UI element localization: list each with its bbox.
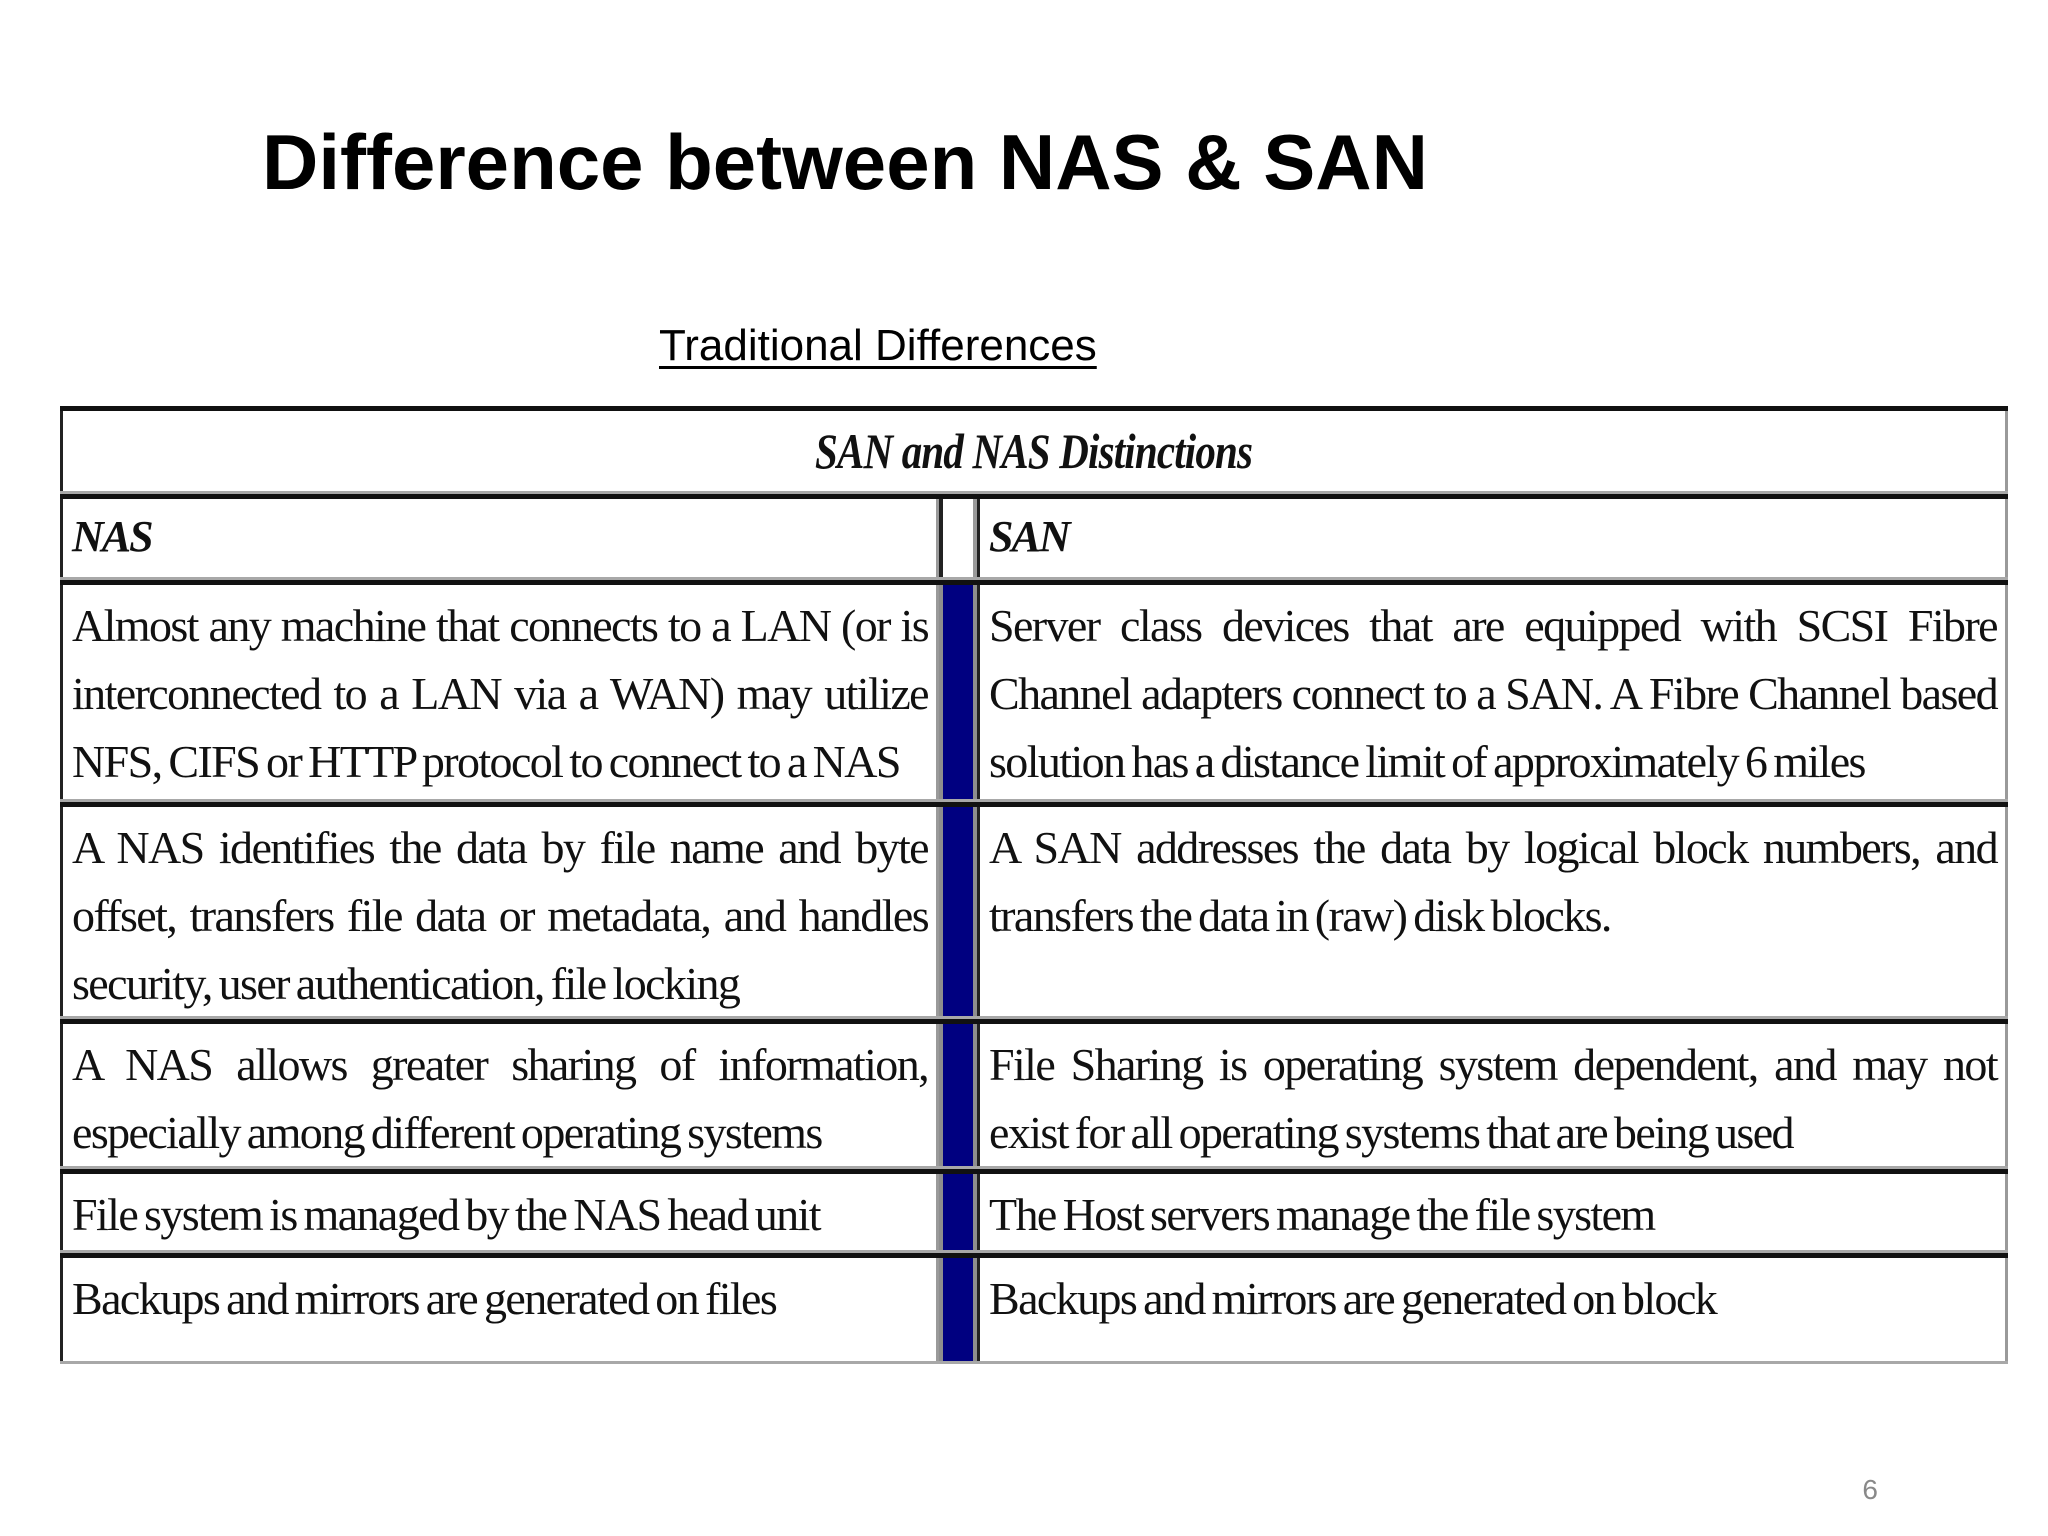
nas-text: A NAS identifies the data by file name and byte offset, transfers file data or metadata, and handles security, user authentication, file locking: [72, 822, 928, 1009]
san-text: File Sharing is operating system dependent, and may not exist for all operating systems that are being used: [989, 1039, 1997, 1158]
table-row: [60, 1169, 2008, 1253]
table-caption: SAN and NAS Distinctions: [815, 423, 1253, 479]
nas-text: A NAS allows greater sharing of information, especially among different operating systems: [72, 1039, 928, 1158]
san-text: Backups and mirrors are generated on block: [989, 1273, 1717, 1324]
nas-cell: [60, 1024, 939, 1166]
san-cell: [977, 1024, 2008, 1166]
table-row: [60, 1019, 2008, 1169]
row-gutter: [939, 1174, 977, 1250]
row-gutter: [939, 1024, 977, 1166]
san-cell: [977, 1174, 2008, 1250]
header-cell-nas: [60, 499, 939, 577]
row-gutter: [939, 585, 977, 799]
page-number: 6: [1862, 1474, 1878, 1505]
header-gutter: [939, 499, 977, 577]
table-caption-cell: [60, 411, 2008, 491]
nas-text: File system is managed by the NAS head unit: [72, 1189, 820, 1240]
header-nas: NAS: [72, 512, 152, 561]
san-cell: [977, 807, 2008, 1016]
nas-cell: [60, 807, 939, 1016]
slide-title: Difference between NAS & SAN: [262, 118, 1428, 206]
slide-subtitle: Traditional Differences: [659, 321, 1097, 370]
nas-cell: [60, 1174, 939, 1250]
header-san: SAN: [989, 512, 1069, 561]
nas-cell: [60, 1258, 939, 1361]
san-text: Server class devices that are equipped with SCSI Fibre Channel adapters connect to a SAN. A Fibre Channel based solution has a distance limit of approximately 6 miles: [989, 600, 1997, 787]
table-caption-row: [60, 406, 2008, 494]
san-text: The Host servers manage the file system: [989, 1189, 1655, 1240]
table-row: [60, 802, 2008, 1019]
nas-text: Backups and mirrors are generated on files: [72, 1273, 777, 1324]
san-cell: [977, 1258, 2008, 1361]
table-header-row: [60, 494, 2008, 580]
distinctions-table: [60, 406, 2008, 1364]
header-cell-san: [977, 499, 2008, 577]
row-gutter: [939, 1258, 977, 1361]
nas-text: Almost any machine that connects to a LAN (or is interconnected to a LAN via a WAN) may utilize NFS, CIFS or HTTP protocol to connect to a NAS: [72, 600, 928, 787]
row-gutter: [939, 807, 977, 1016]
table-row: [60, 580, 2008, 802]
san-text: A SAN addresses the data by logical block numbers, and transfers the data in (raw) disk blocks.: [989, 822, 1997, 941]
nas-cell: [60, 585, 939, 799]
san-cell: [977, 585, 2008, 799]
table-row: [60, 1253, 2008, 1364]
